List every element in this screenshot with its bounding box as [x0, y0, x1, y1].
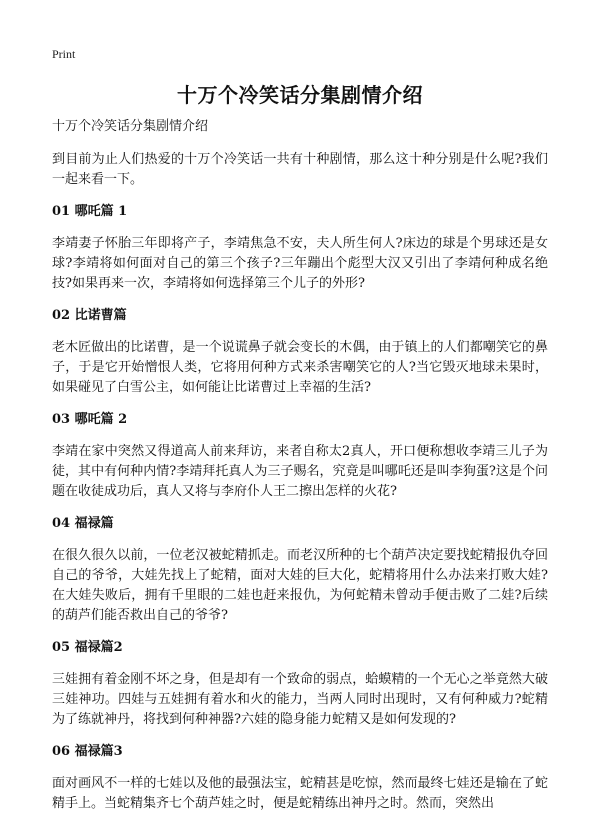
section-04: [52, 514, 548, 626]
section-title: 01 哪吒篇 1: [52, 204, 128, 219]
article-body: [52, 117, 548, 826]
section-body: 在很久很久以前，一位老汉被蛇精抓走。而老汉所种的七个葫芦决定要找蛇精报仇夺回自己的爷爷，大娃先找上了蛇精，面对大娃的巨大化，蛇精将用什么办法来打败大娃?在大娃失败后，拥有千里眼的二娃也赶来报仇，为何蛇精未曾动手便击败了二娃?后续的葫芦们能否救出自己的爷爷?: [52, 548, 548, 623]
section-01: [52, 202, 548, 294]
section-title: 06 福禄篇3: [52, 744, 123, 759]
section-title: 05 福禄篇2: [52, 640, 123, 655]
section-06: [52, 742, 548, 814]
section-title: 04 福禄篇: [52, 516, 114, 531]
section-body: 老木匠做出的比诺曹，是一个说谎鼻子就会变长的木偶，由于镇上的人们都嘲笑它的鼻子，于是它开始憎恨人类，它将用何种方式来杀害嘲笑它的人?当它毁灭地球未果时，如果碰见了白雪公主，如何能让比诺曹过上幸福的生活?: [52, 340, 548, 395]
section-title: 02 比诺曹篇: [52, 308, 127, 323]
article-subtitle: 十万个冷笑话分集剧情介绍: [52, 119, 209, 134]
section-02: [52, 306, 548, 398]
section-body: 李靖妻子怀胎三年即将产子，李靖焦急不安，夫人所生何人?床边的球是个男球还是女球?李靖将如何面对自己的第三个孩子?三年蹦出个彪型大汉又引出了李靖何种成名绝技?如果再来一次，李靖将如何选择第三个儿子的外形?: [52, 236, 548, 291]
print-link[interactable]: Print: [52, 47, 76, 61]
section-title: 03 哪吒篇 2: [52, 412, 128, 427]
section-body: 三娃拥有着金刚不坏之身，但是却有一个致命的弱点，蛤蟆精的一个无心之举竟然大破三娃神功。四娃与五娃拥有着水和火的能力，当两人同时出现时，又有何种威力?蛇精为了练就神丹，将找到何种神器?六娃的隐身能力蛇精又是如何发现的?: [52, 672, 548, 727]
section-body: 面对画风不一样的七娃以及他的最强法宝，蛇精甚是吃惊，然而最终七娃还是输在了蛇精手上。当蛇精集齐七个葫芦娃之时，便是蛇精练出神丹之时。然而，突然出: [52, 776, 548, 811]
section-05: [52, 638, 548, 730]
section-03: [52, 410, 548, 502]
page-title: 十万个冷笑话分集剧情介绍: [177, 83, 423, 107]
section-body: 李靖在家中突然又得道高人前来拜访，来者自称太2真人，开口便称想收李靖三儿子为徒，其中有何种内情?李靖拜托真人为三子赐名，究竟是叫哪吒还是叫李狗蛋?这是个问题在收徒成功后，真人又将与李府仆人王二擦出怎样的火花?: [52, 444, 548, 499]
intro-paragraph: 到目前为止人们热爱的十万个冷笑话一共有十种剧情，那么这十种分别是什么呢?我们一起来看一下。: [52, 152, 548, 187]
